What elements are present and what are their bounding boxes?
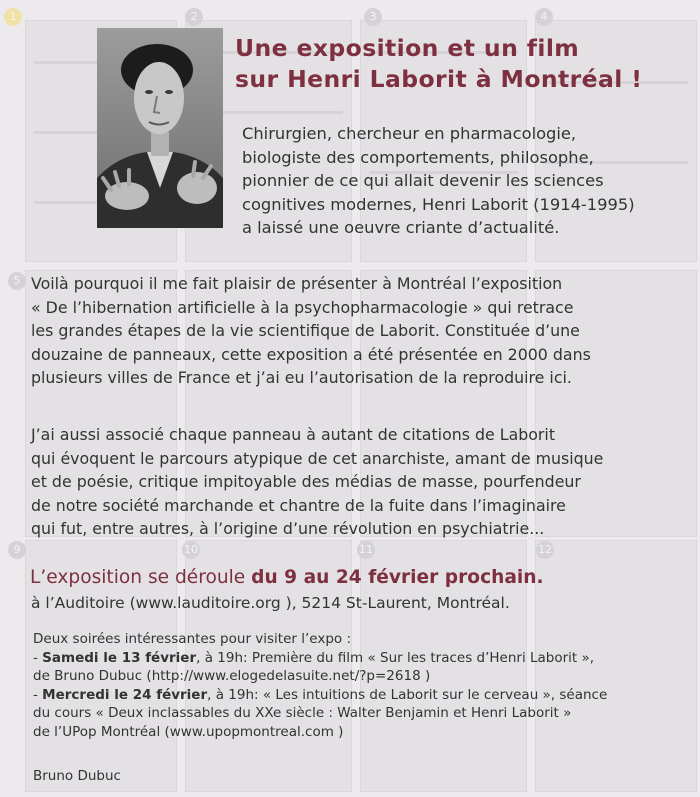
bullet-dash: -	[33, 686, 43, 703]
panel-number-badge: 5	[8, 272, 26, 290]
exhibition-venue: à l’Auditoire (www.lauditoire.org ), 5214 St-Laurent, Montréal.	[31, 594, 510, 612]
evenings-section	[33, 630, 698, 742]
evening-date: Mercredi le 24 février	[42, 686, 208, 703]
exhibition-dates-heading	[30, 566, 544, 590]
exhibition-paragraph: Voilà pourquoi il me fait plaisir de présenter à Montréal l’exposition « De l’hibernation artificielle à la psychopharmacologie » qui retrace les grandes étapes de la vie scientifique de Laborit. Constituée d’une douzaine de panneaux, cette exposition a été présentée en 2000 dans plusieurs villes de France et j’ai eu l’autorisation de la reproduire ici.	[31, 274, 591, 387]
evening-item	[33, 649, 698, 686]
panel-number-badge: 11	[357, 541, 375, 559]
panel-number-badge: 12	[536, 541, 554, 559]
panel-number-badge: 4	[535, 8, 553, 26]
panel-number-badge: 9	[8, 541, 26, 559]
exhibition-dates: du 9 au 24 février prochain.	[251, 567, 544, 588]
panel-number-badge: 1	[4, 8, 22, 26]
evening-description: , à 19h: « Les intuitions de Laborit sur le cerveau », séance du cours « Deux inclassables du XXe siècle : Walter Benjamin et Henri Laborit » de l’UPop Montréal (www.upopmontreal.com )	[33, 686, 608, 740]
quotes-paragraph: J’ai aussi associé chaque panneau à autant de citations de Laborit qui évoquent le parcours atypique de cet anarchiste, amant de musique et de poésie, critique impitoyable des médias de masse, pourfendeur de notre société marchande et chantre de la fuite dans l’imaginaire qui fut, entre autres, à l’origine d’une révolution en psychiatrie...	[31, 425, 604, 538]
bullet-dash: -	[33, 649, 43, 666]
page-title	[235, 33, 642, 95]
title-line: sur Henri Laborit à Montréal !	[235, 65, 643, 93]
panel-number-badge: 3	[364, 8, 382, 26]
intro-paragraph: Chirurgien, chercheur en pharmacologie, biologiste des comportements, philosophe, pionnier de ce qui allait devenir les sciences cognitives modernes, Henri Laborit (1914-1995) a laissé une oeuvre criante d’actualité.	[242, 124, 635, 237]
portrait-photo-icon	[97, 28, 223, 228]
panel-number-badge: 2	[185, 8, 203, 26]
evenings-lead: Deux soirées intéressantes pour visiter l’expo :	[33, 631, 352, 647]
exhibition-lead: L’exposition se déroule	[30, 567, 246, 588]
evening-item	[33, 686, 698, 742]
panel-number-badge: 10	[182, 541, 200, 559]
evening-description: , à 19h: Première du film « Sur les traces d’Henri Laborit », de Bruno Dubuc (http://www.elogedelasuite.net/?p=2618 )	[33, 649, 595, 685]
portrait-photo	[97, 28, 223, 228]
evening-date: Samedi le 13 février	[42, 649, 197, 666]
author-signature: Bruno Dubuc	[33, 768, 121, 784]
title-line: Une exposition et un film	[235, 34, 580, 62]
